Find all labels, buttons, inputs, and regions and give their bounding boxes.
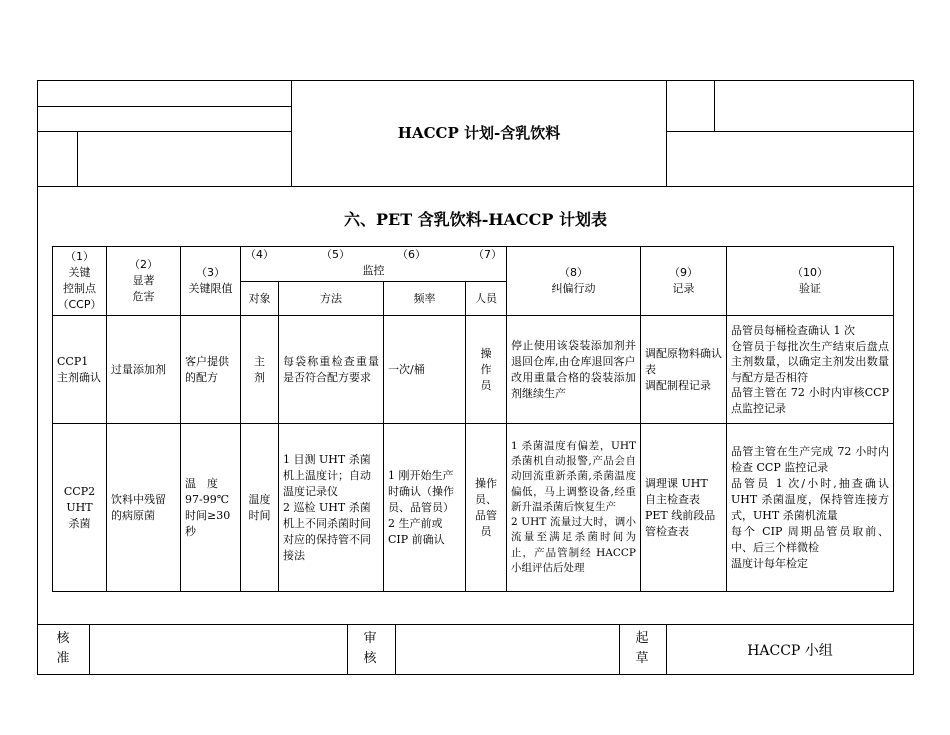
- header-divider-right: [666, 80, 667, 186]
- cell-ccp: CCP1 主剂确认: [53, 316, 107, 424]
- col-limit-header: （3） 关键限值: [181, 247, 241, 316]
- cell-limit: 温 度 97-99℃ 时间≥30秒: [181, 424, 241, 592]
- header-right-rule: [666, 131, 914, 132]
- header-row-1: [53, 247, 894, 282]
- cell-limit: 客户提供的配方: [181, 316, 241, 424]
- footer-divider-3: [395, 624, 396, 675]
- draft-label: 起 草: [635, 631, 649, 666]
- document-title: HACCP 计划-含乳饮料: [397, 124, 561, 142]
- drafter-name: HACCP 小组: [747, 643, 833, 659]
- cell-method: 1 目测 UHT 杀菌机上温度计；自动温度记录仪 2 巡检 UHT 杀菌机上不同杀菌时间对应的保持管不同接法: [279, 424, 384, 592]
- footer-top-rule: [37, 624, 914, 625]
- cell-records: 调理课 UHT 自主检查表 PET 线前段品管检查表: [641, 424, 727, 592]
- col-frequency-num: （6）: [397, 248, 426, 261]
- col-person-header: 人员: [466, 282, 507, 316]
- col-frequency-header: 频率: [384, 282, 466, 316]
- cell-verification: 品管主管在生产完成 72 小时内检查 CCP 监控记录 品管员 1 次/小时,抽查确认 UHT 杀菌温度，保持管连接方式，UHT 杀菌机流量 每个 CIP 周期品管员取前、中、后三个样微检 温度计每年检定: [727, 424, 894, 592]
- footer-divider-1: [89, 624, 90, 675]
- col-records-header: （9） 记录: [641, 247, 727, 316]
- review-label: 审 核: [363, 631, 377, 666]
- header-left-rule-2: [37, 131, 291, 132]
- cell-hazard: 过量添加剂: [107, 316, 181, 424]
- col-ccp-header: （1） 关键 控制点 （CCP）: [53, 247, 107, 316]
- section-title: 六、PET 含乳饮料-HACCP 计划表: [344, 210, 607, 229]
- cell-frequency: 一次/桶: [384, 316, 466, 424]
- cell-object: 主 剂: [241, 316, 279, 424]
- cell-hazard: 饮料中残留的病原菌: [107, 424, 181, 592]
- header-left-rule-1: [37, 106, 291, 107]
- col-method-header: 方法: [279, 282, 384, 316]
- monitor-header: [241, 247, 507, 282]
- table-row: [53, 316, 894, 424]
- cell-verification: 品管员每桶检查确认 1 次 仓管员于每批次生产结束后盘点主剂数量，以确定主剂发出数量与配方是否相符 品管主管在 72 小时内审核CCP 点监控记录: [727, 316, 894, 424]
- header-left-cell-divider: [77, 131, 78, 186]
- cell-frequency: 1 刚开始生产时确认（操作员、品管员） 2 生产前或CIP 前确认: [384, 424, 466, 592]
- cell-person: 操作员、 品管员: [466, 424, 507, 592]
- table-row: [53, 424, 894, 592]
- footer-divider-4: [619, 624, 620, 675]
- col-object-header: 对象: [241, 282, 279, 316]
- approve-label: 核 准: [56, 631, 70, 666]
- cell-corrective: 停止使用该袋装添加剂并退回仓库,由仓库退回客户 改用重量合格的袋装添加剂继续生产: [507, 316, 641, 424]
- cell-method: 每袋称重检查重量是否符合配方要求: [279, 316, 384, 424]
- col-person-num: （7）: [473, 248, 502, 261]
- header-bottom-rule: [37, 186, 914, 187]
- cell-corrective: 1 杀菌温度有偏差，UHT杀菌机自动报警,产品会自动回流重新杀菌,杀菌温度偏低，马上调整设备,经重新升温杀菌后恢复生产 2 UHT 流量过大时，调小流量至满足杀菌时间为止，产品管制经 HACCP 小组评估后处理: [507, 424, 641, 592]
- col-method-num: （5）: [321, 248, 350, 261]
- haccp-plan-table: [52, 246, 894, 592]
- col-hazard-header: （2） 显著 危害: [107, 247, 181, 316]
- col-object-num: （4）: [245, 248, 274, 261]
- monitor-label: 监控: [362, 264, 385, 277]
- footer-divider-2: [347, 624, 348, 675]
- header-right-cell-divider: [714, 80, 715, 131]
- cell-records: 调配原物料确认表 调配制程记录: [641, 316, 727, 424]
- cell-ccp: CCP2 UHT 杀菌: [53, 424, 107, 592]
- cell-object: 温度 时间: [241, 424, 279, 592]
- col-verification-header: （10） 验证: [727, 247, 894, 316]
- cell-person: 操 作 员: [466, 316, 507, 424]
- col-corrective-header: （8） 纠偏行动: [507, 247, 641, 316]
